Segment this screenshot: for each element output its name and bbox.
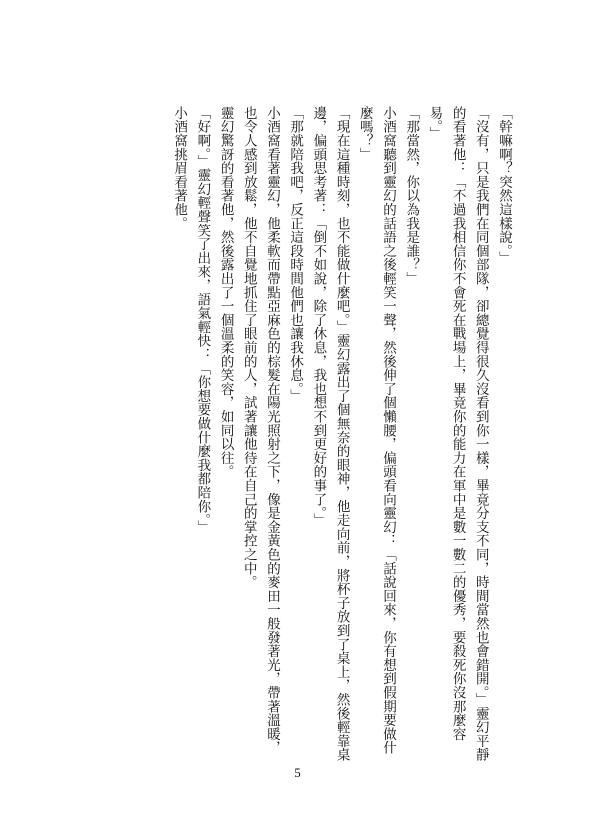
- paragraph: 「沒有，只是我們在同個部隊，卻總覺得很久沒看到你一樣，畢竟分支不同，時間當然也會錯開。」靈幻平靜的看著他：「不過我相信你不會死在戰場上，畢竟你的能力在軍中是數一數二的優秀，要殺死你沒那麼容易。」: [426, 106, 489, 762]
- paragraph: 「現在這種時刻，也不能做什麼吧。」靈幻露出了個無奈的眼神，他走向前，將杯子放到了桌上，然後輕靠桌邊，偏頭思考著：「倒不如說，除了休息，我也想不到更好的事了。」: [310, 106, 350, 762]
- paragraph: 小酒窩聽到靈幻的話語之後輕笑一聲，然後伸了個懶腰，偏頭看向靈幻：「話說回來，你有想到假期要做什麼嗎？」: [356, 106, 396, 755]
- paragraph: 「那當然，你以為我是誰？」: [403, 106, 420, 286]
- page-number: 5: [294, 765, 301, 780]
- paragraph: 「好啊。」靈幻輕聲笑了出來，語氣輕快：「你想要做什麼我都陪你。」: [194, 106, 211, 535]
- paragraph: 小酒窩看著靈幻，他柔軟而帶點亞麻色的棕髮在陽光照射之下，像是金黃色的麥田一般發著光，帶著溫暖，也令人感到放鬆，他不自覺地抓住了眼前的人，試著讓他待在自己的掌控之中。: [240, 106, 280, 755]
- paragraph: 小酒窩挑眉看著他。: [171, 106, 188, 231]
- paragraph: 靈幻驚訝的看著他，然後露出了一個溫柔的笑容，如同以往。: [217, 106, 234, 479]
- paragraph: 「那就陪我吧，反正這段時間他們也讓我休息。」: [287, 106, 304, 403]
- body-text: [75, 106, 515, 766]
- paragraph: 「幹嘛啊？突然這樣說。」: [496, 106, 512, 265]
